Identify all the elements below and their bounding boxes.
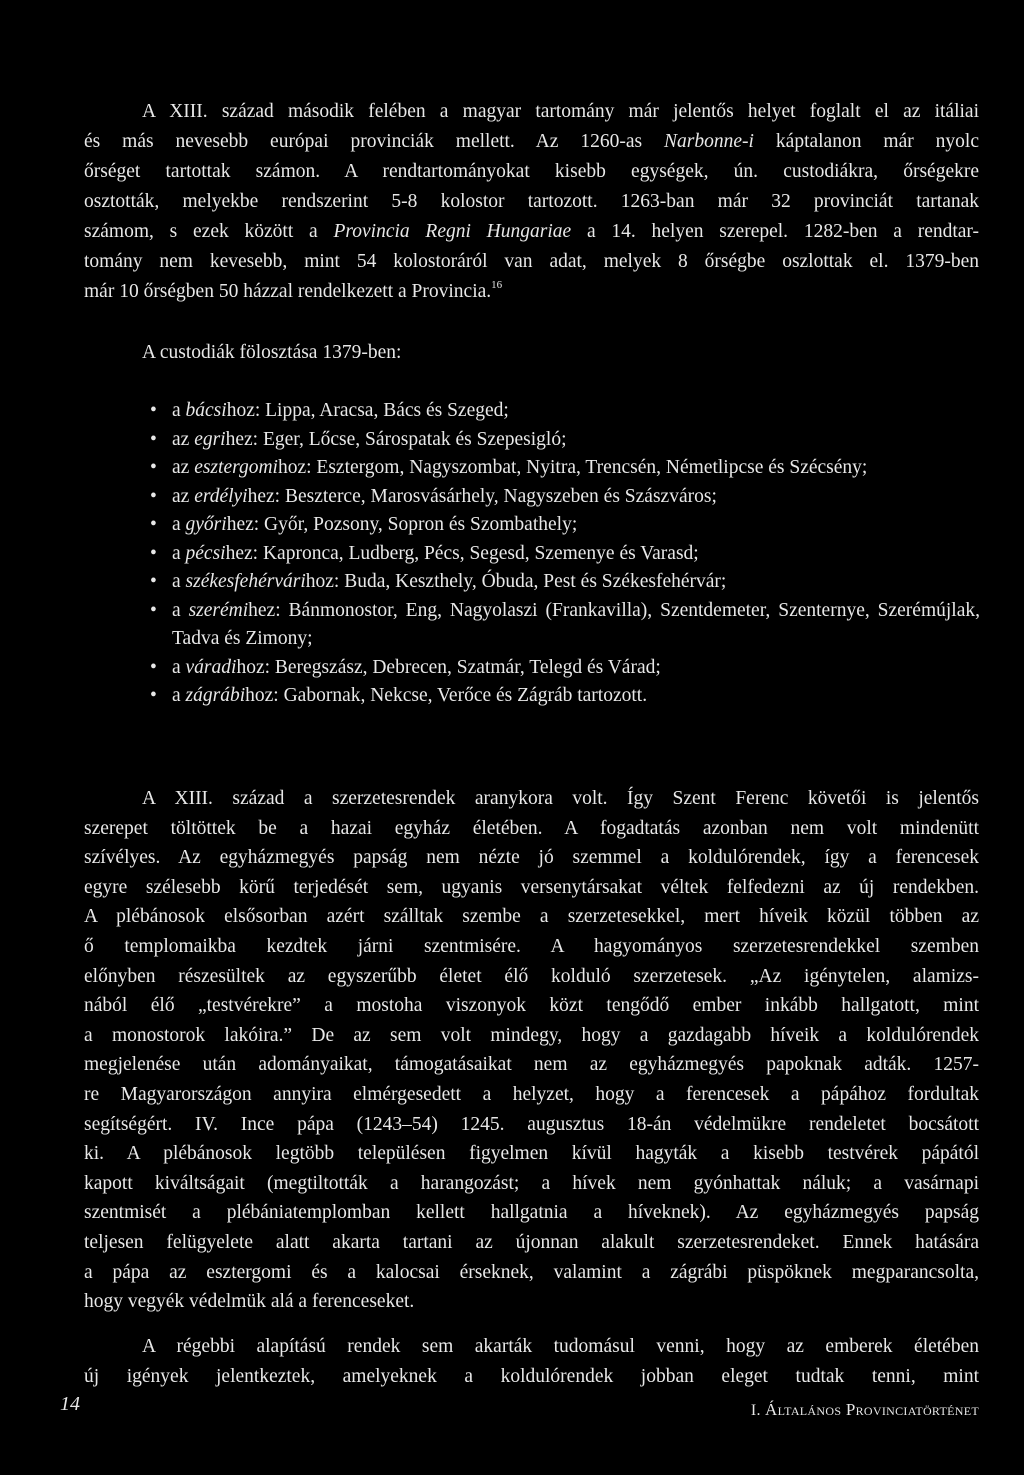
- custody-name: váradi: [185, 656, 237, 678]
- last-paragraph: [84, 1332, 979, 1391]
- custody-name: erdélyi: [194, 485, 248, 507]
- custody-name: győri: [185, 514, 227, 535]
- custody-name: pécsi: [185, 542, 226, 564]
- text-line: a monostorok lakóira.” De az sem volt mindegy, hogy a gazdagabb híveik a koldulórendek: [84, 1024, 979, 1046]
- page-number: 14: [60, 1393, 80, 1415]
- text-line: őrséget tartottak számon. A rendtartományokat kisebb egységek, ún. custodiákra, őrségekre: [84, 161, 979, 182]
- text-line: és más nevesebb európai provinciák mellett. Az 1260-as Narbonne-i káptalanon már nyolc: [84, 131, 979, 152]
- text-line: A XIII. század második felében a magyar tartomány már jelentős helyet foglalt el az itáliai: [142, 101, 979, 122]
- text-line: kapott kiváltságait (megtiltották a harangozást; a hívek nem gyónhattak náluk; a vasárnapi: [84, 1172, 979, 1194]
- footnote-ref[interactable]: 16: [491, 279, 503, 291]
- intro-paragraph: [84, 97, 979, 307]
- list-item: • az esztergomihoz: Esztergom, Nagyszombat, Nyitra, Trencsén, Németlipcse és Szécsény;: [150, 454, 980, 483]
- list-item: • az erdélyihez: Beszterce, Marosvásárhely, Nagyszeben és Szászváros;: [150, 483, 980, 512]
- custody-name: székesfehérvári: [185, 571, 306, 592]
- list-item: • a bácsihoz: Lippa, Aracsa, Bács és Szeged;: [150, 397, 980, 426]
- list-item: • a szerémihez: Bánmonostor, Eng, Nagyolaszi (Frankavilla), Szentdemeter, Szenternye, Szerémújlak, Tadva és Zimony;: [150, 597, 980, 654]
- text-line: már 10 őrségben 50 házzal rendelkezett a Provincia.$^{16}$: [84, 279, 503, 302]
- text-line: segítségért. IV. Ince pápa (1243–54) 1245. augusztus 18-án védelmükre rendeletet bocsátott: [84, 1113, 979, 1135]
- list-item: • a zágrábihoz: Gabornak, Nekcse, Verőce és Zágráb tartozott.: [150, 682, 980, 711]
- list-item: • a váradihoz: Beregszász, Debrecen, Szatmár, Telegd és Várad;: [150, 654, 980, 683]
- list-item: • a győrihez: Győr, Pozsony, Sopron és Szombathely;: [150, 511, 980, 540]
- text-line: teljesen felügyelete alatt akarta tartani az újonnan alakult szerzetesrendeket. Ennek hatására: [84, 1231, 979, 1253]
- text-line: hogy vegyék védelmük alá a ferenceseket.: [84, 1291, 415, 1313]
- custody-name: bácsi: [185, 400, 227, 421]
- list-item: • a pécsihez: Kapronca, Ludberg, Pécs, Segesd, Szemenye és Varasd;: [150, 540, 980, 569]
- text-line: A régebbi alapítású rendek sem akarták tudomásul venni, hogy az emberek életében: [142, 1336, 979, 1357]
- custody-name: egri: [194, 428, 226, 450]
- list-item: • az egrihez: Eger, Lőcse, Sárospatak és Szepesigló;: [150, 426, 980, 455]
- text-line: ki. A plébánosok legtöbb településen figyelmen kívül hagyták a kisebb testvérek pápától: [84, 1143, 979, 1165]
- italic-term: Provincia Regni Hungariae: [333, 221, 572, 242]
- text-line: nából élő „testvérekre” a mostoha viszonyok közt tengődő ember inkább hallgatott, mint: [84, 995, 979, 1017]
- custody-list: [150, 397, 980, 711]
- text-line: re Magyarországon annyira elmérgesedett a helyzet, hogy a ferencesek a pápához fordultak: [84, 1083, 979, 1105]
- text-line: osztották, melyekbe rendszerint 5-8 kolostor tartozott. 1263-ban már 32 provinciát tartanak: [84, 191, 979, 212]
- text-line: szerepet töltöttek be a hazai egyház életében. A fogadtatás azonban nem volt mindenütt: [84, 817, 979, 839]
- text-line: A plébánosok elsősorban azért szálltak szembe a szerzetesekkel, mert híveik közül többen az: [84, 906, 979, 928]
- list-item: • a székesfehérvárihoz: Buda, Keszthely, Óbuda, Pest és Székesfehérvár;: [150, 568, 980, 597]
- main-paragraph: [84, 784, 979, 1317]
- text-line: megjelenése után adományaikat, támogatásaikat nem az egyházmegyés papoknak adták. 1257-: [84, 1054, 979, 1076]
- running-footer-title: I. Általános Provinciatörténet: [750, 1400, 979, 1419]
- text-line: szívélyes. Az egyházmegyés papság nem nézte jó szemmel a koldulórendek, így a ferencesek: [84, 847, 979, 869]
- text-line: tomány nem kevesebb, mint 54 kolostoráról van adat, melyek 8 őrségbe oszlottak el. 1379-ben: [84, 251, 979, 272]
- text-line: szentmisét a plébániatemplomban kellett hallgatnia a híveknek). Az egyházmegyés papság: [84, 1202, 979, 1224]
- text-line: a pápa az esztergomi és a kalocsai érseknek, valamint a zágrábi püspöknek megparancsolta,: [84, 1261, 979, 1283]
- text-line: előnyben részesültek az egyszerűbb életet élő kolduló szerzetesek. „Az igénytelen, alamizs-: [84, 965, 979, 987]
- text-line: A XIII. század a szerzetesrendek aranykora volt. Így Szent Ferenc követői is jelentős: [142, 788, 979, 809]
- text-line: ő templomaikba kezdtek járni szentmisére. A hagyományos szerzetesrendekkel szemben: [84, 935, 979, 957]
- text-line: egyre szélesebb körű terjedését sem, ugyanis versenytársakat véltek felfedezni az új rendekben.: [84, 876, 979, 898]
- custody-name: zágrábi: [185, 685, 246, 706]
- text-line: számom, s ezek között a Provincia Regni Hungariae a 14. helyen szerepel. 1282-ben a rendtar-: [84, 221, 980, 242]
- text-line: új igények jelentkeztek, amelyeknek a koldulórendek jobban eleget tudtak tenni, mint: [84, 1365, 979, 1387]
- custody-name: esztergomi: [194, 457, 278, 478]
- section-heading: A custodiák fölosztása 1379-ben:: [142, 342, 402, 363]
- custody-name: szerémi: [188, 599, 249, 621]
- italic-term: Narbonne-i: [664, 131, 754, 152]
